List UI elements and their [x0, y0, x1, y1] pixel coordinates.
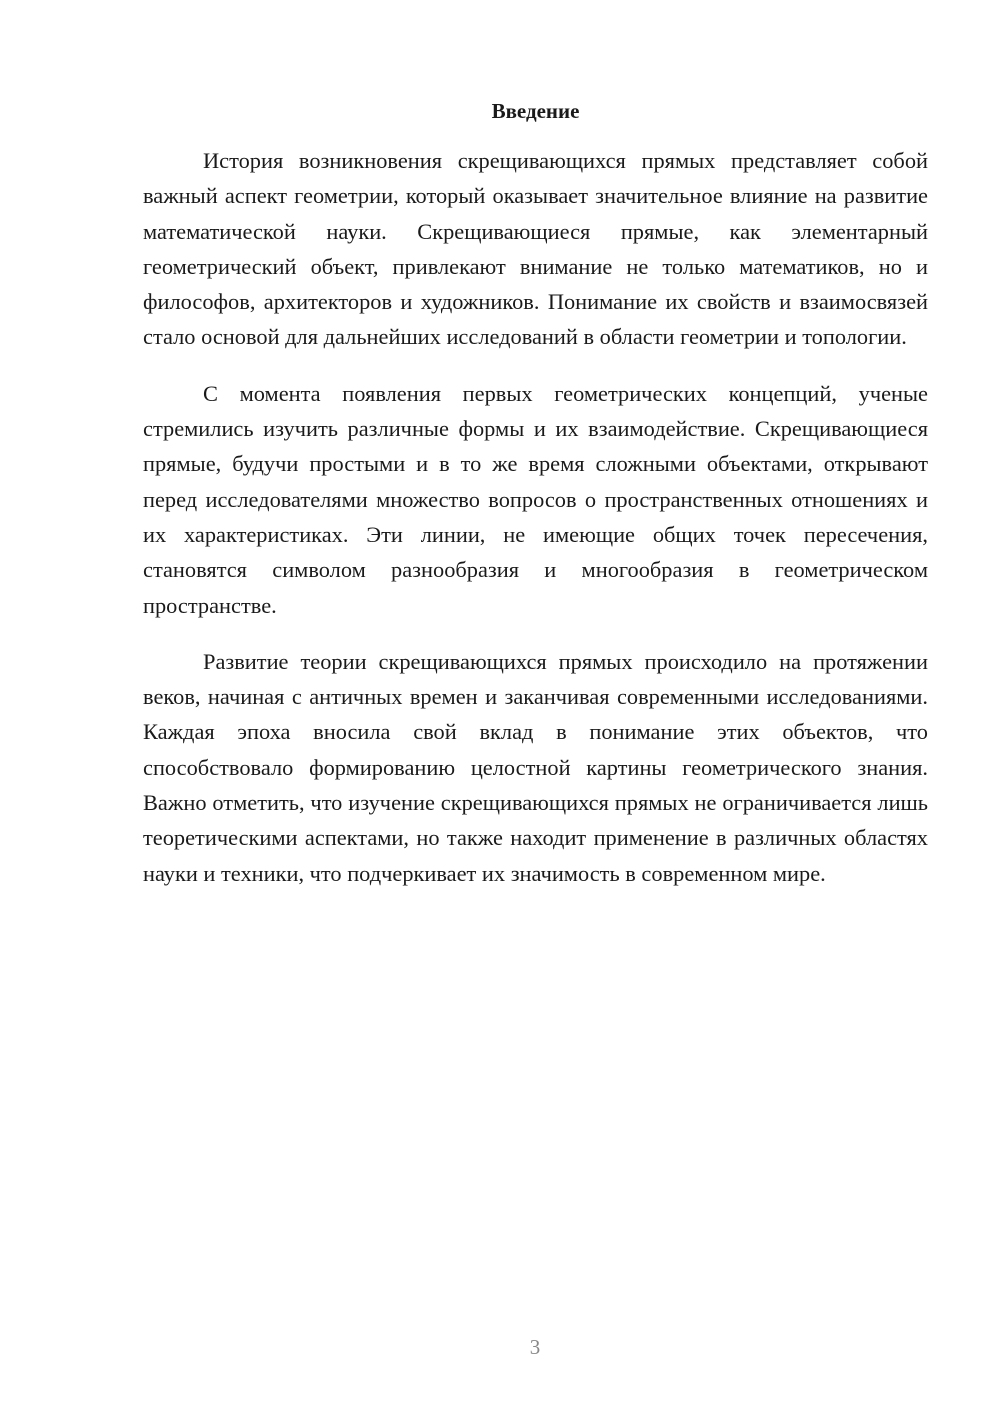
paragraph-3: Развитие теории скрещивающихся прямых происходило на протяжении веков, начиная с античных времен и заканчивая современными исследованиями. Каждая эпоха вносила свой вклад в понимание этих объектов, что способствовало формированию целостной картины геометрического знания. Важно отметить, что изучение скрещивающихся прямых не ограничивается лишь теоретическими аспектами, но также находит применение в различных областях науки и техники, что подчеркивает их значимость в современном мире. [143, 648, 928, 886]
paragraph-2: С момента появления первых геометрических концепций, ученые стремились изучить различные формы и их взаимодействие. Скрещивающиеся прямые, будучи простыми и в то же время сложными объектами, открывают перед исследователями множество вопросов о пространственных отношениях и их характеристиках. Эти линии, не имеющие общих точек пересечения, становятся символом разнообразия и многообразия в геометрическом пространстве. [143, 380, 928, 618]
page-number: 3 [529, 1335, 541, 1359]
section-heading: Введение [491, 99, 580, 123]
body-text [143, 143, 928, 912]
paragraph-1: История возникновения скрещивающихся прямых представляет собой важный аспект геометрии, который оказывает значительное влияние на развитие математической науки. Скрещивающиеся прямые, как элементарный геометрический объект, привлекают внимание не только математиков, но и философов, архитекторов и художников. Понимание их свойств и взаимосвязей стало основой для дальнейших исследований в области геометрии и топологии. [143, 148, 928, 350]
